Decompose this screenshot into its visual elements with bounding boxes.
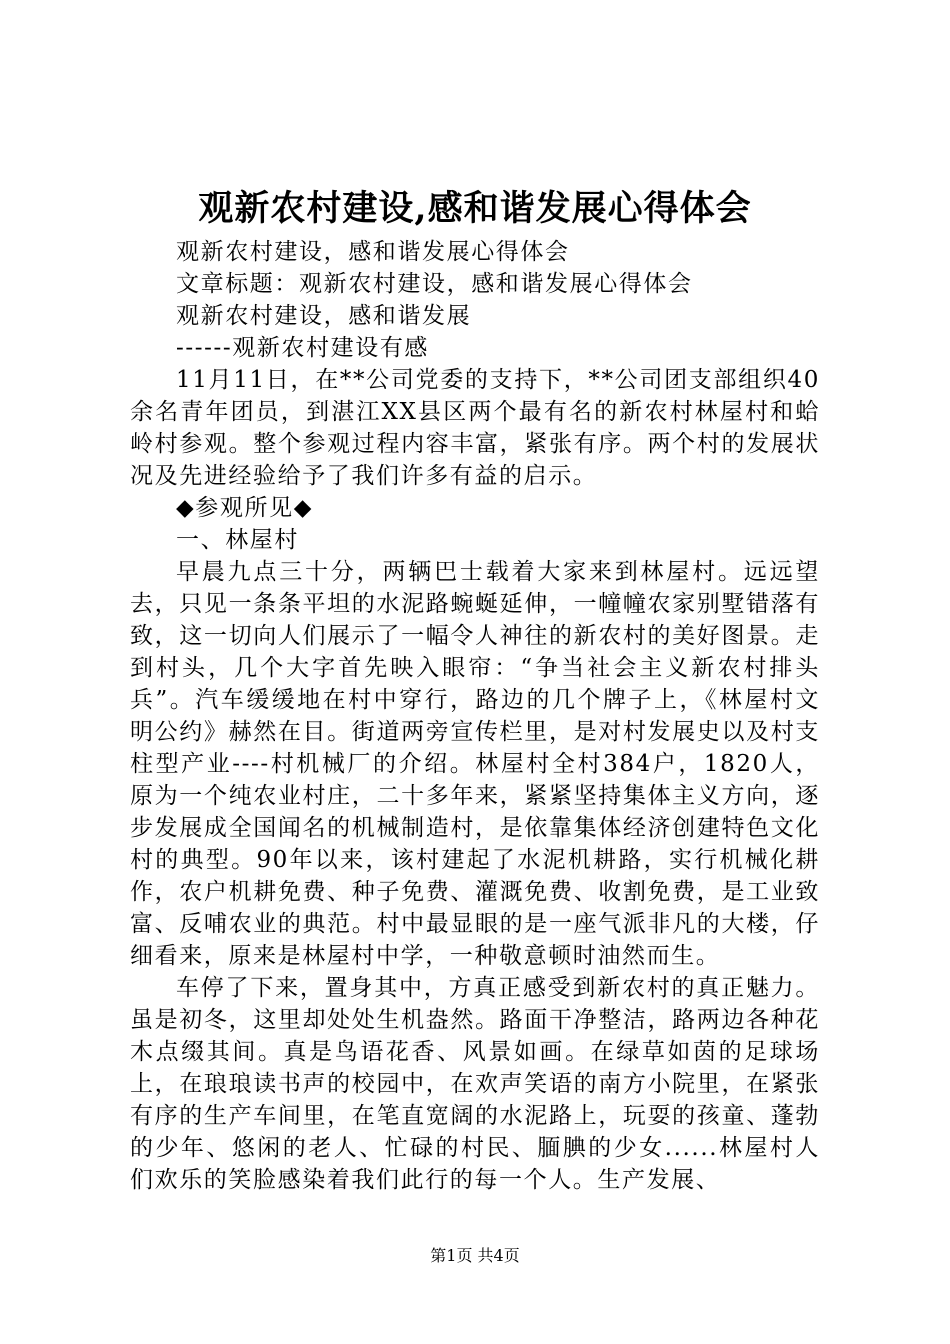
paragraph-body: 早晨九点三十分，两辆巴士载着大家来到林屋村。远远望去，只见一条条平坦的水泥路蜿蜒延伸，一幢幢农家别墅错落有致，这一切向人们展示了一幅令人神往的新农村的美好图景。走到村头，几个大字首先映入眼帘：“争当社会主义新农村排头兵”。汽车缓缓地在村中穿行，路边的几个牌子上，《林屋村文明公约》赫然在目。街道两旁宣传栏里，是对村发展史以及村支柱型产业----村机械厂的介绍。林屋村全村384户，1820人，原为一个纯农业村庄，二十多年来，紧紧坚持集体主义方向，逐步发展成全国闻名的机械制造村，是依靠集体经济创建特色文化村的典型。90年以来，该村建起了水泥机耕路，实行机械化耕作，农户机耕免费、种子免费、灌溉免费、收割免费，是工业致富、反哺农业的典范。村中最显眼的是一座气派非凡的大楼，仔细看来，原来是林屋村中学，一种敬意顿时油然而生。 — [130, 559, 820, 969]
page-footer: 第1页 共4页 — [430, 1246, 520, 1265]
section-heading: ◆参观所见◆ — [176, 495, 313, 521]
subsection-heading: 一、林屋村 — [176, 527, 299, 553]
paragraph-article-title: 文章标题：观新农村建设，感和谐发展心得体会 — [176, 271, 693, 297]
paragraph-heading-repeat: 观新农村建设，感和谐发展心得体会 — [176, 239, 570, 265]
paragraph-subtitle-note: ------观新农村建设有感 — [176, 335, 430, 361]
document-body — [130, 236, 820, 1196]
document-title: 观新农村建设,感和谐发展心得体会 — [198, 188, 752, 229]
paragraph-subtitle: 观新农村建设，感和谐发展 — [176, 303, 472, 329]
paragraph-intro: 11月11日，在**公司党委的支持下，**公司团支部组织40余名青年团员，到湛江XX县区两个最有名的新农村林屋村和蛤岭村参观。整个参观过程内容丰富，紧张有序。两个村的发展状况及先进经验给予了我们许多有益的启示。 — [130, 367, 820, 489]
paragraph-body: 车停了下来，置身其中，方真正感受到新农村的真正魅力。虽是初冬，这里却处处生机盎然。路面干净整洁，路两边各种花木点缀其间。真是鸟语花香、风景如画。在绿草如茵的足球场上，在琅琅读书声的校园中，在欢声笑语的南方小院里，在紧张有序的生产车间里，在笔直宽阔的水泥路上，玩耍的孩童、蓬勃的少年、悠闲的老人、忙碌的村民、腼腆的少女......林屋村人们欢乐的笑脸感染着我们此行的每一个人。生产发展、 — [130, 975, 820, 1193]
